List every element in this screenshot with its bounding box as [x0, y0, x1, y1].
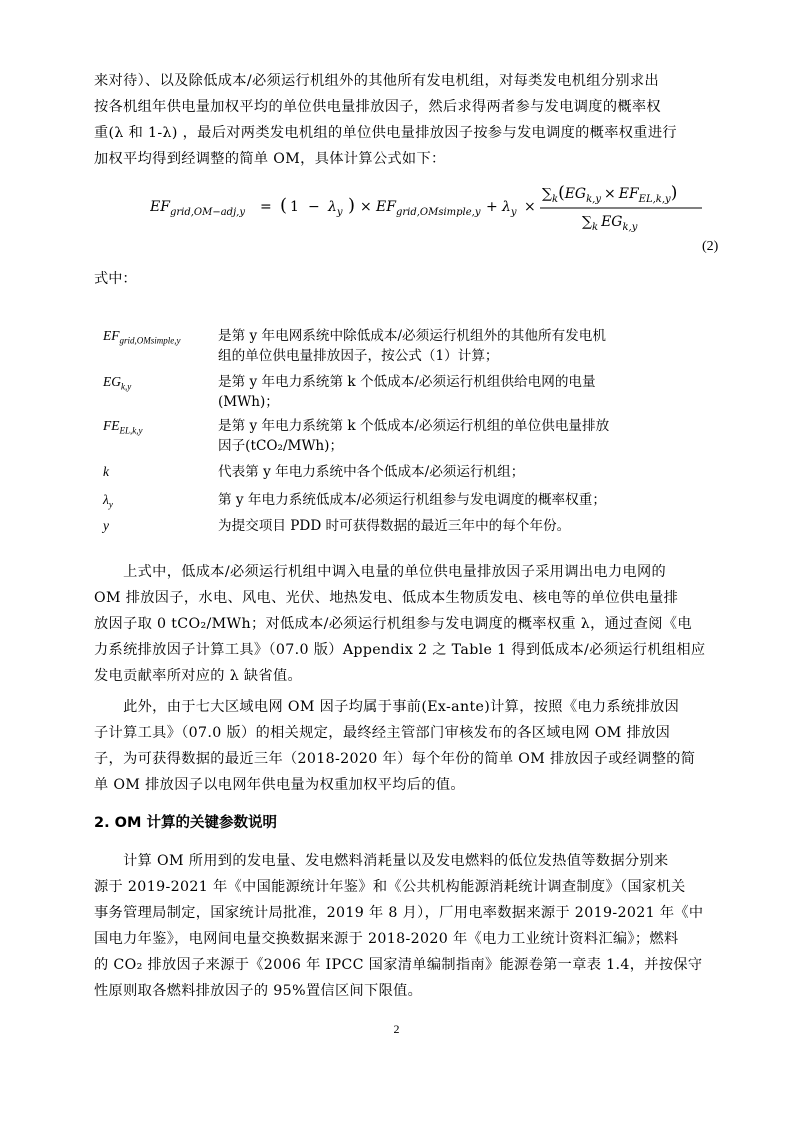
definition-line: 组的单位供电量排放因子，按公式（1）计算； — [218, 348, 499, 364]
svg-text:∑kEGk,y — [582, 214, 638, 233]
formula-plus: + — [486, 199, 498, 215]
paragraph-line: 子，为可获得数据的最近三年（2018-2020 年）每个年份的简单 OM 排放因子或经调整的简 — [94, 751, 696, 767]
intro-line: 加权平均得到经调整的简单 OM，具体计算公式如下： — [94, 151, 446, 167]
paragraph-line: 力系统排放因子计算工具》（07.0 版）Appendix 2 之 Table 1 得到低成本/必须运行机组相应 — [94, 642, 706, 658]
definition-symbol: $EF_{grid,OMsimple,y}$ — [103, 328, 181, 346]
numerator-times: × — [604, 186, 616, 202]
formula-ef-simple-sub: grid,OMsimple,y — [395, 207, 481, 218]
definition-row — [103, 516, 683, 536]
paragraph-line: 源于 2019-2021 年《中国能源统计年鉴》和《公共机构能源消耗统计调查制度》（国家机关 — [94, 879, 686, 895]
definition-line: (MWh)； — [218, 394, 279, 410]
svg-text:EFgrid,OMsimple,y — [375, 199, 481, 218]
intro-line: 来对待）、以及除低成本/必须运行机组外的其他所有发电机组，对每类发电机组分别求出 — [94, 73, 659, 89]
paragraph-line: 放因子取 0 tCO₂/MWh；对低成本/必须运行机组参与发电调度的概率权重 λ，通过查阅《电 — [94, 616, 692, 632]
definition-row — [103, 490, 683, 510]
denominator-sum-sub: k — [592, 222, 599, 233]
definition-line: 是第 y 年电力系统第 k 个低成本/必须运行机组的单位供电量排放 — [218, 418, 610, 434]
paragraph-line: 发电贡献率所对应的 λ 缺省值。 — [94, 668, 303, 684]
body-paragraph-2 — [94, 559, 724, 689]
body-paragraph-3 — [94, 694, 724, 798]
equation-number: (2) — [702, 239, 719, 254]
paragraph-line: 此外，由于七大区域电网 OM 因子均属于事前(Ex-ante)计算，按照《电力系统排放因 — [94, 699, 680, 715]
numerator-sum-sub: k — [552, 194, 559, 205]
numerator-ef-sub: EL,k,y — [638, 194, 671, 205]
intro-paragraph — [94, 68, 724, 172]
definition-row — [103, 462, 683, 482]
formula-lhs-sub: grid,OM−adj,y — [169, 207, 246, 218]
definition-line: 为提交项目 PDD 时可获得数据的最近三年中的每个年份。 — [218, 518, 571, 534]
intro-line: 按各机组年供电量加权平均的单位供电量排放因子，然后求得两者参与发电调度的概率权 — [94, 99, 661, 115]
definition-line: 是第 y 年电力系统第 k 个低成本/必须运行机组供给电网的电量 — [218, 374, 596, 390]
svg-text:λy — [501, 199, 517, 218]
definition-symbol: k — [103, 464, 109, 479]
numerator-sum: ∑ — [542, 186, 552, 202]
paragraph-line: 子计算工具》（07.0 版）的相关规定，最终经主管部门审核发布的各区域电网 OM 排放因 — [94, 725, 671, 741]
denominator-eg: EG — [601, 214, 623, 230]
om-adj-formula — [150, 178, 710, 238]
section-heading: 2. OM 计算的关键参数说明 — [94, 815, 277, 831]
formula-ef-simple: EF — [376, 199, 396, 215]
definition-line: 因子(tCO₂/MWh)； — [218, 438, 344, 454]
numerator-paren-close: ) — [670, 183, 678, 203]
paragraph-line: 国电力年鉴》，电网间电量交换数据来源于 2018-2020 年《电力工业统计资料汇编》；燃料 — [94, 931, 679, 947]
formula-times-2: × — [524, 199, 536, 215]
paragraph-line: 单 OM 排放因子以电网年供电量为权重加权平均后的值。 — [94, 777, 465, 793]
definition-symbol: y — [103, 518, 109, 533]
definition-symbol: $EG_{k,y}$ — [103, 374, 132, 392]
definition-line: 是第 y 年电网系统中除低成本/必须运行机组外的其他所有发电机 — [218, 328, 606, 344]
paragraph-line: 上式中，低成本/必须运行机组中调入电量的单位供电量排放因子采用调出电力电网的 — [94, 564, 667, 580]
definition-row — [103, 372, 683, 412]
formula-lambda-2-sub: y — [510, 207, 517, 218]
formula-lhs: EF — [150, 199, 170, 215]
intro-line: 重(λ 和 1-λ) ，最后对两类发电机组的单位供电量排放因子按参与发电调度的概率权重进行 — [94, 125, 677, 141]
svg-text:λy — [327, 199, 343, 218]
svg-text:∑k(EGk,y×EFEL,k,y) — [542, 183, 677, 205]
formula-paren-close: ) — [348, 195, 356, 216]
paragraph-line: 事务管理局制定，国家统计局批准，2019 年 8 月），厂用电率数据来源于 2019-2021 年《中 — [94, 905, 704, 921]
numerator-eg: EG — [564, 186, 587, 202]
paragraph-line: 性原则取各燃料排放因子的 95%置信区间下限值。 — [94, 983, 423, 999]
denominator-sum: ∑ — [582, 214, 592, 230]
where-label: 式中： — [94, 271, 137, 287]
formula-one: 1 — [290, 199, 299, 215]
formula-lambda-sub: y — [336, 207, 343, 218]
definition-symbol: $FE_{EL,k,y}$ — [103, 418, 143, 436]
numerator-eg-sub: k,y — [586, 194, 601, 205]
numerator-paren-open: ( — [558, 183, 565, 203]
definition-symbol: $\lambda_y$ — [103, 492, 113, 510]
formula-lambda-2: λ — [502, 199, 511, 215]
formula-paren-open: ( — [280, 195, 288, 216]
definition-row — [103, 416, 683, 456]
definitions-list — [103, 326, 683, 534]
page-number: 2 — [393, 1022, 400, 1036]
svg-text:EFgrid,OM−adj,y — [150, 199, 245, 218]
formula-minus: − — [308, 199, 320, 215]
formula-times: × — [360, 199, 372, 215]
denominator-eg-sub: k,y — [622, 222, 638, 233]
definition-row — [103, 326, 683, 366]
definition-line: 第 y 年电力系统低成本/必须运行机组参与发电调度的概率权重； — [218, 492, 606, 508]
paragraph-line: OM 排放因子，水电、风电、光伏、地热发电、低成本生物质发电、核电等的单位供电量排 — [94, 590, 679, 606]
body-paragraph-4 — [94, 848, 724, 1004]
numerator-ef: EF — [618, 186, 639, 202]
paragraph-line: 计算 OM 所用到的发电量、发电燃料消耗量以及发电燃料的低位发热值等数据分别来 — [94, 853, 669, 869]
formula-equals: = — [260, 199, 272, 215]
definition-line: 代表第 y 年电力系统中各个低成本/必须运行机组； — [218, 464, 525, 480]
paragraph-line: 的 CO₂ 排放因子来源于《2006 年 IPCC 国家清单编制指南》能源卷第一章表 1.4，并按保守 — [94, 957, 703, 973]
formula-lambda: λ — [328, 199, 337, 215]
